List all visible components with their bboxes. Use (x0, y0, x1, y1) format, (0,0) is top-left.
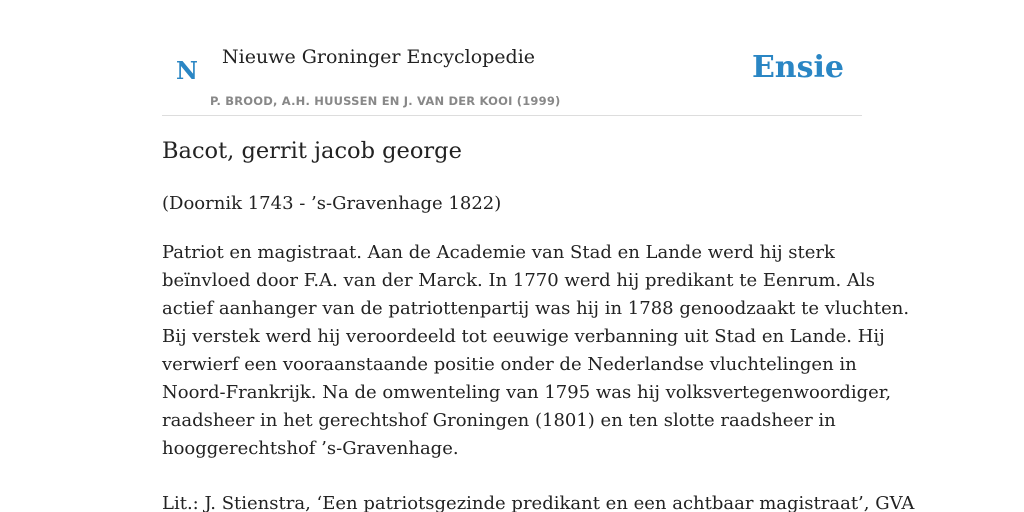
entry-literature: Lit.: J. Stienstra, ‘Een patriotsgezinde predikant en een achtbaar magistraat’, GVA (162, 493, 915, 512)
publication-header (162, 0, 862, 116)
publication-logo[interactable]: N (176, 56, 198, 85)
page-container (162, 0, 915, 512)
entry-body-line: verwierf een vooraanstaande positie onder de Nederlandse vluchtelingen in (162, 354, 857, 375)
ensie-brand-logo[interactable]: Ensie (751, 50, 844, 85)
publication-authors: P. BROOD, A.H. HUUSSEN EN J. VAN DER KOOI (1999) (210, 94, 561, 108)
entry-subtitle: (Doornik 1743 - ’s-Gravenhage 1822) (162, 193, 502, 214)
entry-body-line: actief aanhanger van de patriottenpartij was hij in 1788 genoodzaakt te vluchten. (162, 298, 910, 319)
publication-title[interactable]: Nieuwe Groninger Encyclopedie (222, 46, 536, 68)
entry-body-line: raadsheer in het gerechtshof Groningen (1801) en ten slotte raadsheer in (162, 410, 836, 431)
entry-body-line: hooggerechtshof ’s-Gravenhage. (162, 438, 459, 459)
entry-body-line: Noord-Frankrijk. Na de omwenteling van 1795 was hij volksvertegenwoordiger, (162, 382, 892, 403)
entry-title: Bacot, gerrit jacob george (162, 138, 462, 164)
entry-body-line: Patriot en magistraat. Aan de Academie van Stad en Lande werd hij sterk (162, 242, 835, 263)
entry-body-line: beïnvloed door F.A. van der Marck. In 1770 werd hij predikant te Eenrum. Als (162, 270, 875, 291)
entry-body (162, 239, 910, 463)
entry-body-line: Bij verstek werd hij veroordeeld tot eeuwige verbanning uit Stad en Lande. Hij (162, 326, 885, 347)
